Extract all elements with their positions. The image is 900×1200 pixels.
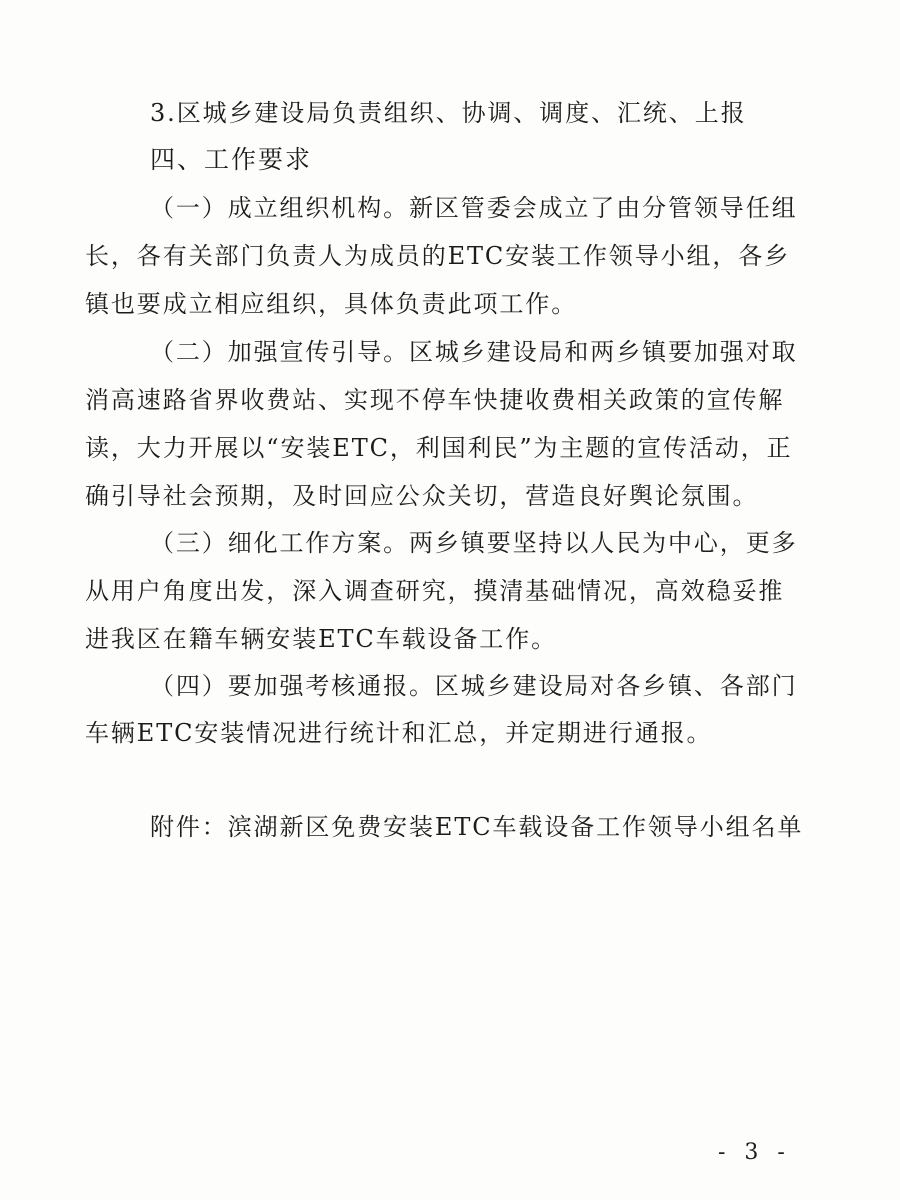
text-line: 3.区城乡建设局负责组织、协调、调度、汇统、上报 <box>150 99 747 127</box>
paragraph-3-line: （三）细化工作方案。两乡镇要坚持以人民为中心，更多 <box>150 529 798 557</box>
paragraph-1-line: 长，各有关部门负责人为成员的ETC安装工作领导小组，各乡 <box>85 242 791 270</box>
paragraph-3-line: 进我区在籍车辆安装ETC车载设备工作。 <box>85 625 557 653</box>
paragraph-2-line: 确引导社会预期，及时回应公众关切，营造良好舆论氛围。 <box>85 482 759 510</box>
paragraph-1-line: （一）成立组织机构。新区管委会成立了由分管领导任组 <box>150 194 798 222</box>
paragraph-4-line: 车辆ETC安装情况进行统计和汇总，并定期进行通报。 <box>85 719 713 747</box>
attachment-note: 附件：滨湖新区免费安装ETC车载设备工作领导小组名单 <box>150 813 804 841</box>
paragraph-1-line: 镇也要成立相应组织，具体负责此项工作。 <box>85 290 578 318</box>
paragraph-2-line: 读，大力开展以“安装ETC，利国利民”为主题的宣传活动，正 <box>85 434 793 462</box>
section-heading: 四、工作要求 <box>150 145 313 174</box>
page-number: - 3 - <box>718 1140 791 1165</box>
paragraph-4-line: （四）要加强考核通报。区城乡建设局对各乡镇、各部门 <box>150 672 798 700</box>
paragraph-3-line: 从用户角度出发，深入调查研究，摸清基础情况，高效稳妥推 <box>85 577 785 605</box>
paragraph-2-line: 消高速路省界收费站、实现不停车快捷收费相关政策的宣传解 <box>85 386 785 414</box>
paragraph-2-line: （二）加强宣传引导。区城乡建设局和两乡镇要加强对取 <box>150 338 798 366</box>
